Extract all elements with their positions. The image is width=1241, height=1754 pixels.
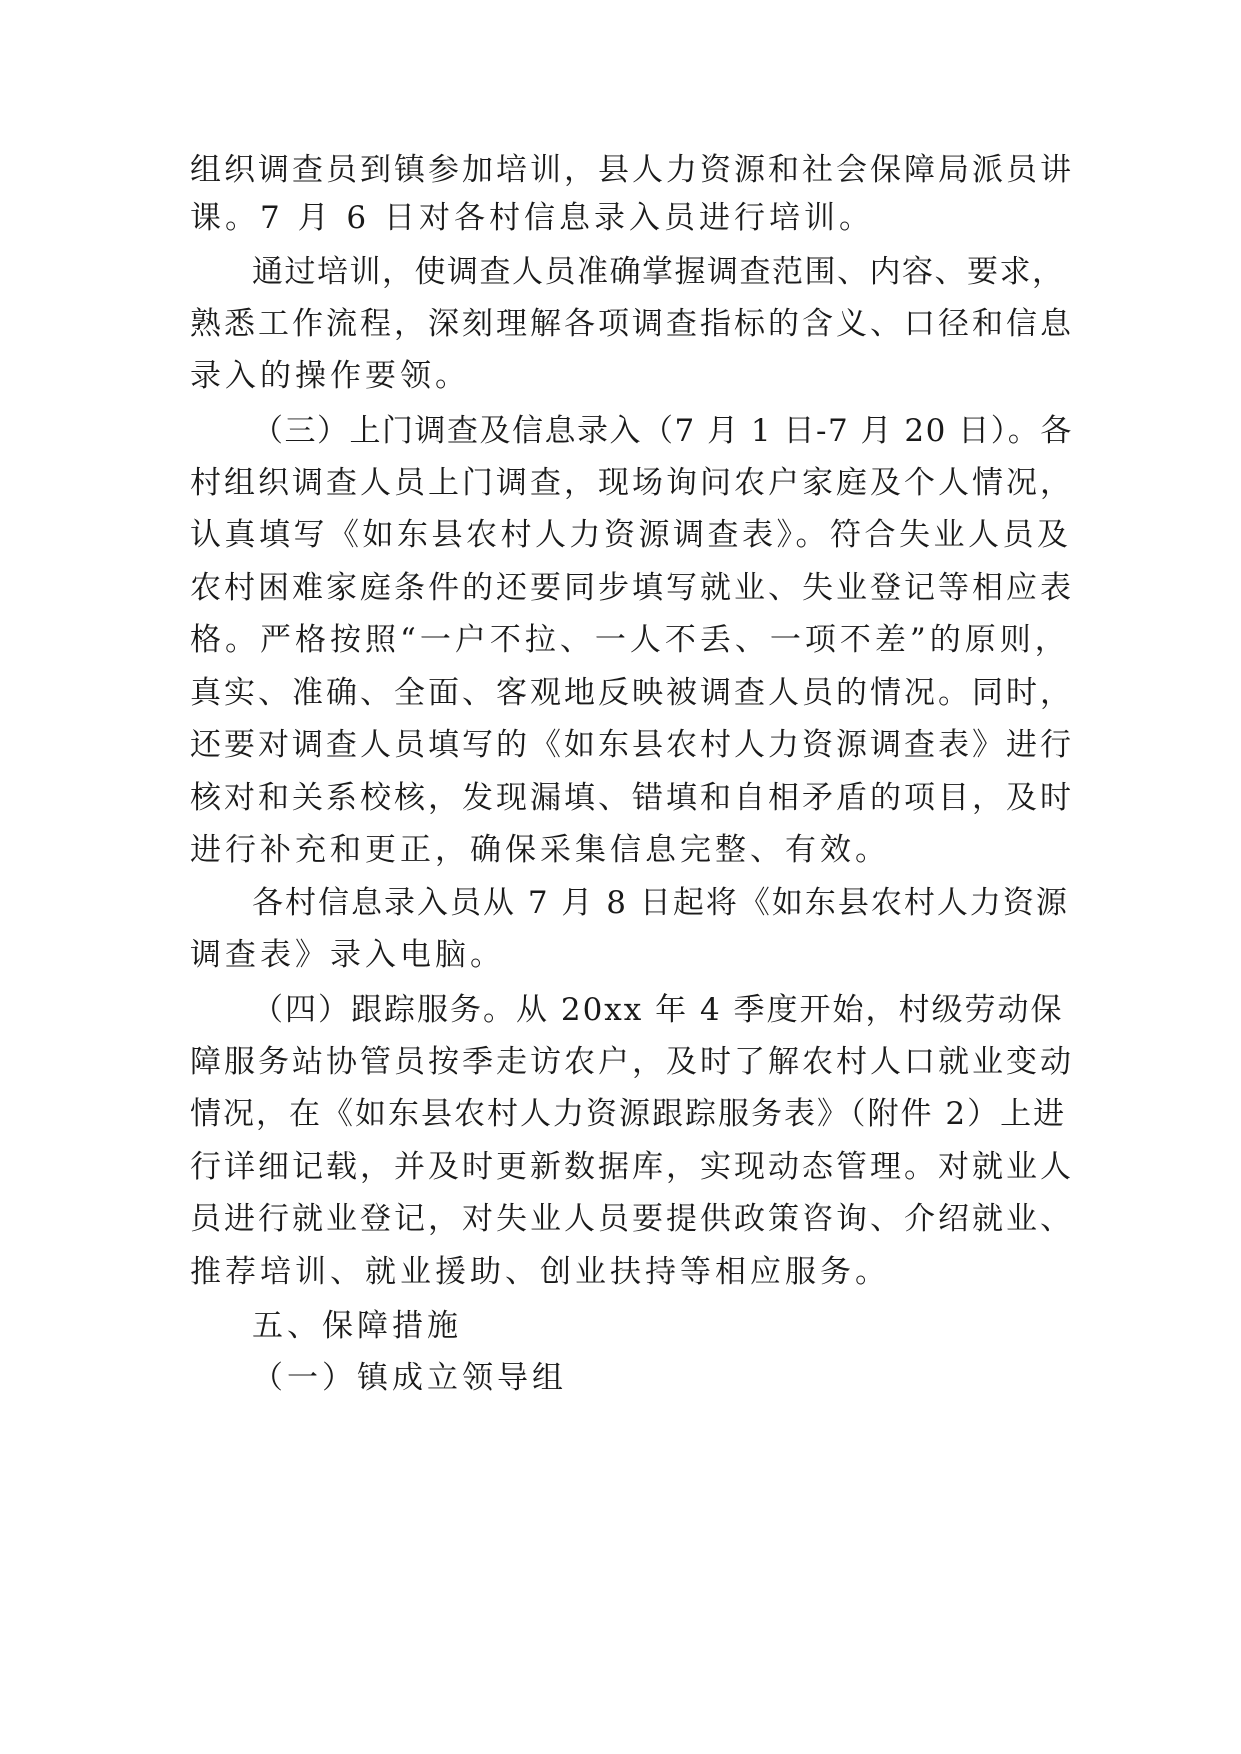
text-line-5: 录入的操作要领。 bbox=[190, 358, 470, 394]
text-line-13: 核对和关系校核，发现漏填、错填和自相矛盾的项目，及时 bbox=[190, 780, 1074, 816]
subsection-heading-1: （一）镇成立领导组 bbox=[252, 1360, 567, 1396]
text-line-20: 行详细记载，并及时更新数据库，实现动态管理。对就业人 bbox=[190, 1149, 1074, 1185]
section-heading-3: （三）上门调查及信息录入（7 月 1 日-7 月 20 日）。各 bbox=[252, 413, 1073, 449]
text-line-9: 农村困难家庭条件的还要同步填写就业、失业登记等相应表 bbox=[190, 570, 1074, 606]
text-line-21: 员进行就业登记，对失业人员要提供政策咨询、介绍就业、 bbox=[190, 1201, 1074, 1237]
text-line-14: 进行补充和更正，确保采集信息完整、有效。 bbox=[190, 832, 890, 868]
section-heading-five: 五、保障措施 bbox=[252, 1308, 462, 1344]
text-line-11: 真实、准确、全面、客观地反映被调查人员的情况。同时， bbox=[190, 675, 1074, 711]
text-line-16: 调查表》录入电脑。 bbox=[190, 937, 505, 973]
paragraph-start-training: 通过培训，使调查人员准确掌握调查范围、内容、要求， bbox=[252, 254, 1065, 290]
text-line-19: 情况，在《如东县农村人力资源跟踪服务表》（附件 2）上进 bbox=[190, 1096, 1067, 1132]
text-line-2: 课。7 月 6 日对各村信息录入员进行培训。 bbox=[190, 200, 875, 236]
text-line-4: 熟悉工作流程，深刻理解各项调查指标的含义、口径和信息 bbox=[190, 306, 1074, 342]
text-line-10: 格。严格按照“一户不拉、一人不丢、一项不差”的原则， bbox=[190, 622, 1070, 658]
text-line-22: 推荐培训、就业援助、创业扶持等相应服务。 bbox=[190, 1254, 890, 1290]
text-line-8: 认真填写《如东县农村人力资源调查表》。符合失业人员及 bbox=[190, 517, 1072, 553]
paragraph-start-entry: 各村信息录入员从 7 月 8 日起将《如东县农村人力资源 bbox=[252, 885, 1069, 921]
section-heading-4: （四）跟踪服务。从 20xx 年 4 季度开始，村级劳动保 bbox=[252, 992, 1064, 1028]
text-line-1: 组织调查员到镇参加培训，县人力资源和社会保障局派员讲 bbox=[190, 152, 1074, 188]
text-line-18: 障服务站协管员按季走访农户，及时了解农村人口就业变动 bbox=[190, 1044, 1074, 1080]
text-line-12: 还要对调查人员填写的《如东县农村人力资源调查表》进行 bbox=[190, 727, 1074, 763]
text-line-7: 村组织调查人员上门调查，现场询问农户家庭及个人情况， bbox=[190, 465, 1074, 501]
